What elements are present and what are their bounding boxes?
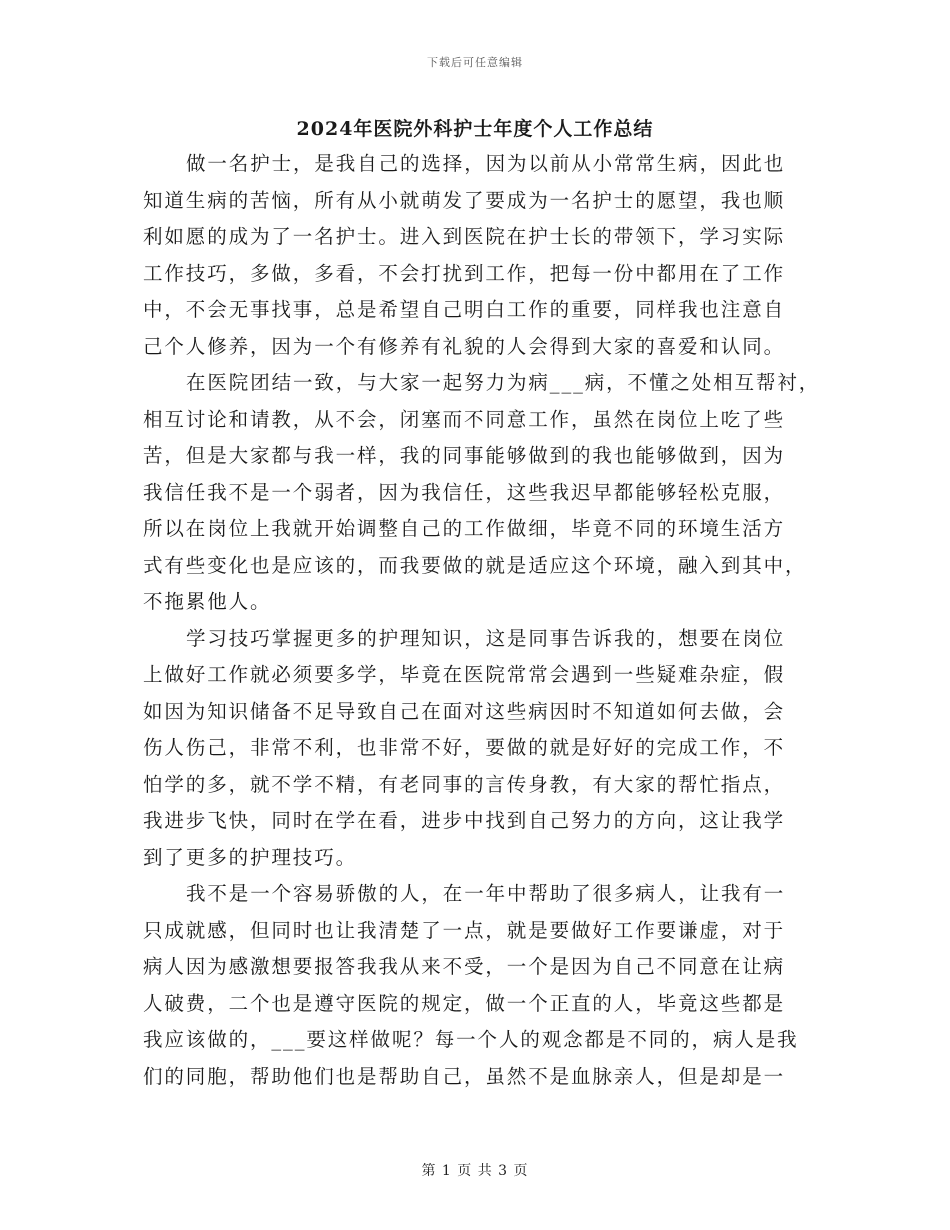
body-line: 只成就感，但同时也让我清楚了一点，就是要做好工作要谦虚，对于: [143, 918, 786, 942]
body-line: 人破费，二个也是遵守医院的规定，做一个正直的人，毕竟这些都是: [143, 991, 786, 1015]
body-line: 如因为知识储备不足导致自己在面对这些病因时不知道如何去做，会: [143, 699, 786, 723]
body-line: 做一名护士，是我自己的选择，因为以前从小常常生病，因此也: [186, 152, 786, 175]
body-line: 我进步飞快，同时在学在看，进步中找到自己努力的方向，这让我学: [143, 809, 786, 832]
body-line: 苦，但是大家都与我一样，我的同事能够做到的我也能够做到，因为: [143, 444, 786, 467]
body-line: 己个人修养，因为一个有修养有礼貌的人会得到大家的喜爱和认同。: [143, 334, 786, 358]
page-number: 第 1 页 共 3 页: [421, 1163, 529, 1179]
body-line: 利如愿的成为了一名护士。进入到医院在护士长的带领下，学习实际: [143, 225, 786, 248]
body-line: 我信任我不是一个弱者，因为我信任，这些我迟早都能够轻松克服，: [143, 480, 786, 504]
body-line: 相互讨论和请教，从不会，闭塞而不同意工作，虽然在岗位上吃了些: [143, 407, 786, 431]
body-line: 上做好工作就必须要多学，毕竟在医院常常会遇到一些疑难杂症，假: [143, 663, 786, 686]
body-line: 病人因为感激想要报答我我从来不受，一个是因为自己不同意在让病: [143, 955, 786, 978]
body-line: 知道生病的苦恼，所有从小就萌发了要成为一名护士的愿望，我也顺: [143, 188, 786, 212]
body-line: 不拖累他人。: [143, 590, 272, 613]
body-line: 到了更多的护理技巧。: [143, 845, 358, 869]
body-line: 工作技巧，多做，多看，不会打扰到工作，把每一份中都用在了工作: [143, 261, 786, 285]
body-line: 学习技巧掌握更多的护理知识，这是同事告诉我的，想要在岗位: [186, 626, 786, 650]
body-line: 怕学的多，就不学不精，有老同事的言传身教，有大家的帮忙指点，: [143, 772, 786, 796]
body-line: 中，不会无事找事，总是希望自己明白工作的重要，同样我也注意自: [143, 298, 786, 321]
body-line: 式有些变化也是应该的，而我要做的就是适应这个环境，融入到其中，: [143, 553, 807, 577]
body-line: 我不是一个容易骄傲的人，在一年中帮助了很多病人，让我有一: [186, 882, 786, 905]
body-line: 们的同胞，帮助他们也是帮助自己，虽然不是血脉亲人，但是却是一: [143, 1064, 786, 1088]
body-line: 伤人伤己，非常不利，也非常不好，要做的就是好好的完成工作，不: [143, 736, 786, 759]
document-body: [143, 146, 823, 1095]
document-title: 2024年医院外科护士年度个人工作总结: [296, 118, 654, 140]
download-note: 下载后可任意编辑: [427, 56, 523, 69]
body-line: 在医院团结一致，与大家一起努力为病___病，不懂之处相互帮衬，: [186, 371, 821, 394]
body-line: 我应该做的，___要这样做呢？每一个人的观念都是不同的，病人是我: [143, 1028, 799, 1051]
body-line: 所以在岗位上我就开始调整自己的工作做细，毕竟不同的环境生活方: [143, 517, 786, 540]
